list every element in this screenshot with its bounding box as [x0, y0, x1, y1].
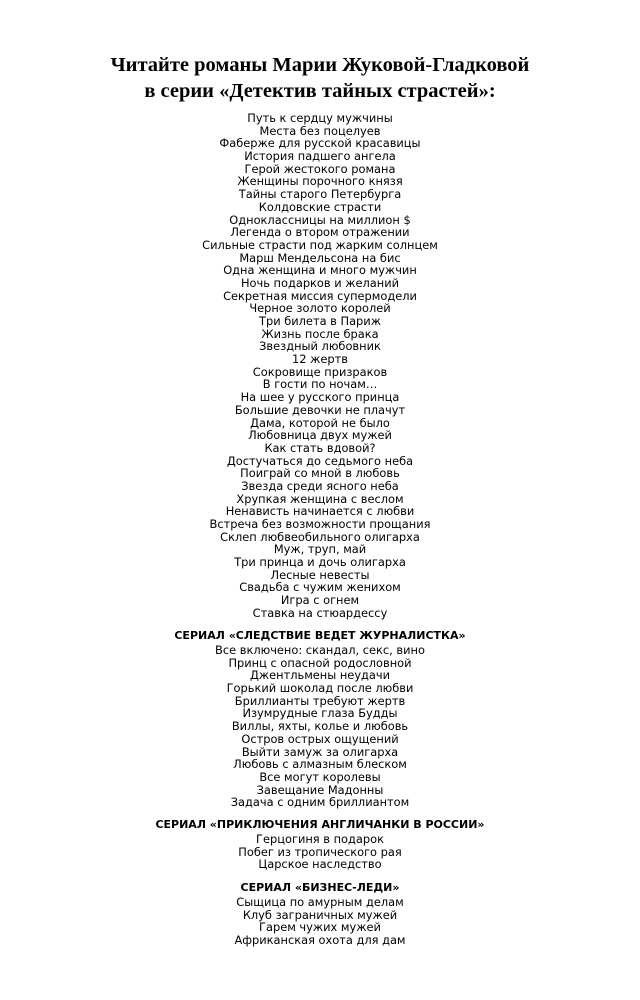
- book-title: Герцогиня в подарок: [256, 832, 384, 846]
- book-title: Легенда о втором отражении: [230, 225, 410, 240]
- book-title: Черное золото королей: [249, 301, 391, 316]
- book-title: Поиграй со мной в любовь: [240, 466, 400, 481]
- book-title: Три билета в Париж: [259, 314, 381, 328]
- book-title: Дама, которой не было: [250, 415, 390, 430]
- book-title: Все могут королевы: [259, 769, 381, 784]
- book-title: Джентльмены неудачи: [249, 668, 391, 683]
- series-book-list: [0, 644, 640, 809]
- book-title: Лесные невесты: [270, 567, 370, 582]
- book-title: Одноклассницы на миллион $: [229, 212, 411, 227]
- book-title: Женщины порочного князя: [237, 174, 403, 189]
- book-title: Звездный любовник: [259, 339, 381, 354]
- book-title: Как стать вдовой?: [264, 440, 376, 455]
- book-title: Звезда среди ясного неба: [241, 478, 399, 493]
- book-title: Все включено: скандал, секс, вино: [215, 643, 425, 657]
- page-title: [0, 52, 640, 104]
- book-title: Хрупкая женщина с веслом: [236, 491, 404, 506]
- book-title: Сокровище призраков: [252, 364, 388, 379]
- book-title: Герой жестокого романа: [244, 161, 396, 176]
- book-title: Африканская охота для дам: [234, 933, 406, 948]
- series-heading: СЕРИАЛ «ПРИКЛЮЧЕНИЯ АНГЛИЧАНКИ В РОССИИ»: [155, 818, 485, 831]
- book-title: Путь к сердцу мужчины: [247, 111, 393, 125]
- book-title: История падшего ангела: [244, 149, 396, 164]
- book-title: Марш Мендельсона на бис: [239, 250, 401, 265]
- book-title: Секретная миссия супермодели: [223, 288, 417, 303]
- book-title: Завещание Мадонны: [256, 782, 384, 797]
- book-title: Жизнь после брака: [261, 326, 379, 341]
- book-title: Изумрудные глаза Будды: [242, 706, 398, 721]
- book-title: Три принца и дочь олигарха: [234, 555, 406, 570]
- main-book-list: [0, 112, 640, 620]
- book-title: Горький шоколад после любви: [226, 681, 414, 696]
- book-title: Клуб заграничных мужей: [242, 907, 398, 922]
- book-title: Места без поцелуев: [259, 123, 381, 138]
- book-title: Остров острых ощущений: [241, 731, 399, 746]
- book-title: Достучаться до седьмого неба: [226, 453, 414, 468]
- book-title: Ставка на стюардессу: [252, 605, 388, 620]
- book-title: Ненависть начинается с любви: [225, 504, 415, 519]
- book-title: Фаберже для русской красавицы: [219, 136, 421, 151]
- book-title: Свадьба с чужим женихом: [239, 580, 401, 595]
- series-journalist: [0, 629, 640, 809]
- book-title: В гости по ночам…: [262, 377, 378, 392]
- title-line-1: Читайте романы Марии Жуковой-Гладковой: [110, 54, 530, 76]
- book-title: Муж, труп, май: [273, 542, 367, 557]
- book-title: На шее у русского принца: [240, 390, 400, 405]
- series-heading: СЕРИАЛ «СЛЕДСТВИЕ ВЕДЕТ ЖУРНАЛИСТКА»: [174, 629, 466, 642]
- book-title: Задача с одним бриллиантом: [230, 795, 410, 810]
- title-line-2: в серии «Детектив тайных страстей»:: [144, 80, 496, 102]
- book-title: Сильные страсти под жарким солнцем: [202, 237, 438, 252]
- series-book-list: [0, 896, 640, 947]
- book-title: Бриллианты требуют жертв: [234, 693, 406, 708]
- series-book-list: [0, 833, 640, 871]
- book-title: Царское наследство: [258, 857, 382, 872]
- book-title: Принц с опасной родословной: [228, 655, 412, 670]
- book-title: Тайны старого Петербурга: [238, 187, 402, 202]
- book-title: Любовь с алмазным блеском: [233, 757, 407, 772]
- book-title: Гарем чужих мужей: [259, 920, 381, 935]
- book-title: Ночь подарков и желаний: [240, 275, 400, 290]
- book-title: Одна женщина и много мужчин: [223, 263, 417, 278]
- book-title: Сыщица по амурным делам: [236, 895, 404, 909]
- book-title: Побег из тропического рая: [238, 844, 402, 859]
- series-business-lady: [0, 881, 640, 947]
- book-title: Колдовские страсти: [258, 199, 382, 214]
- book-title: 12 жертв: [292, 352, 348, 367]
- book-title: Любовница двух мужей: [248, 428, 392, 443]
- book-title: Виллы, яхты, колье и любовь: [231, 719, 409, 734]
- series-englishwoman: [0, 818, 640, 871]
- book-title: Склеп любвеобильного олигарха: [220, 529, 420, 544]
- book-title: Выйти замуж за олигарха: [241, 744, 399, 759]
- series-heading: СЕРИАЛ «БИЗНЕС-ЛЕДИ»: [240, 881, 400, 894]
- book-title: Игра с огнем: [280, 593, 360, 608]
- book-title: Встреча без возможности прощания: [209, 517, 431, 531]
- book-title: Большие девочки не плачут: [234, 402, 406, 417]
